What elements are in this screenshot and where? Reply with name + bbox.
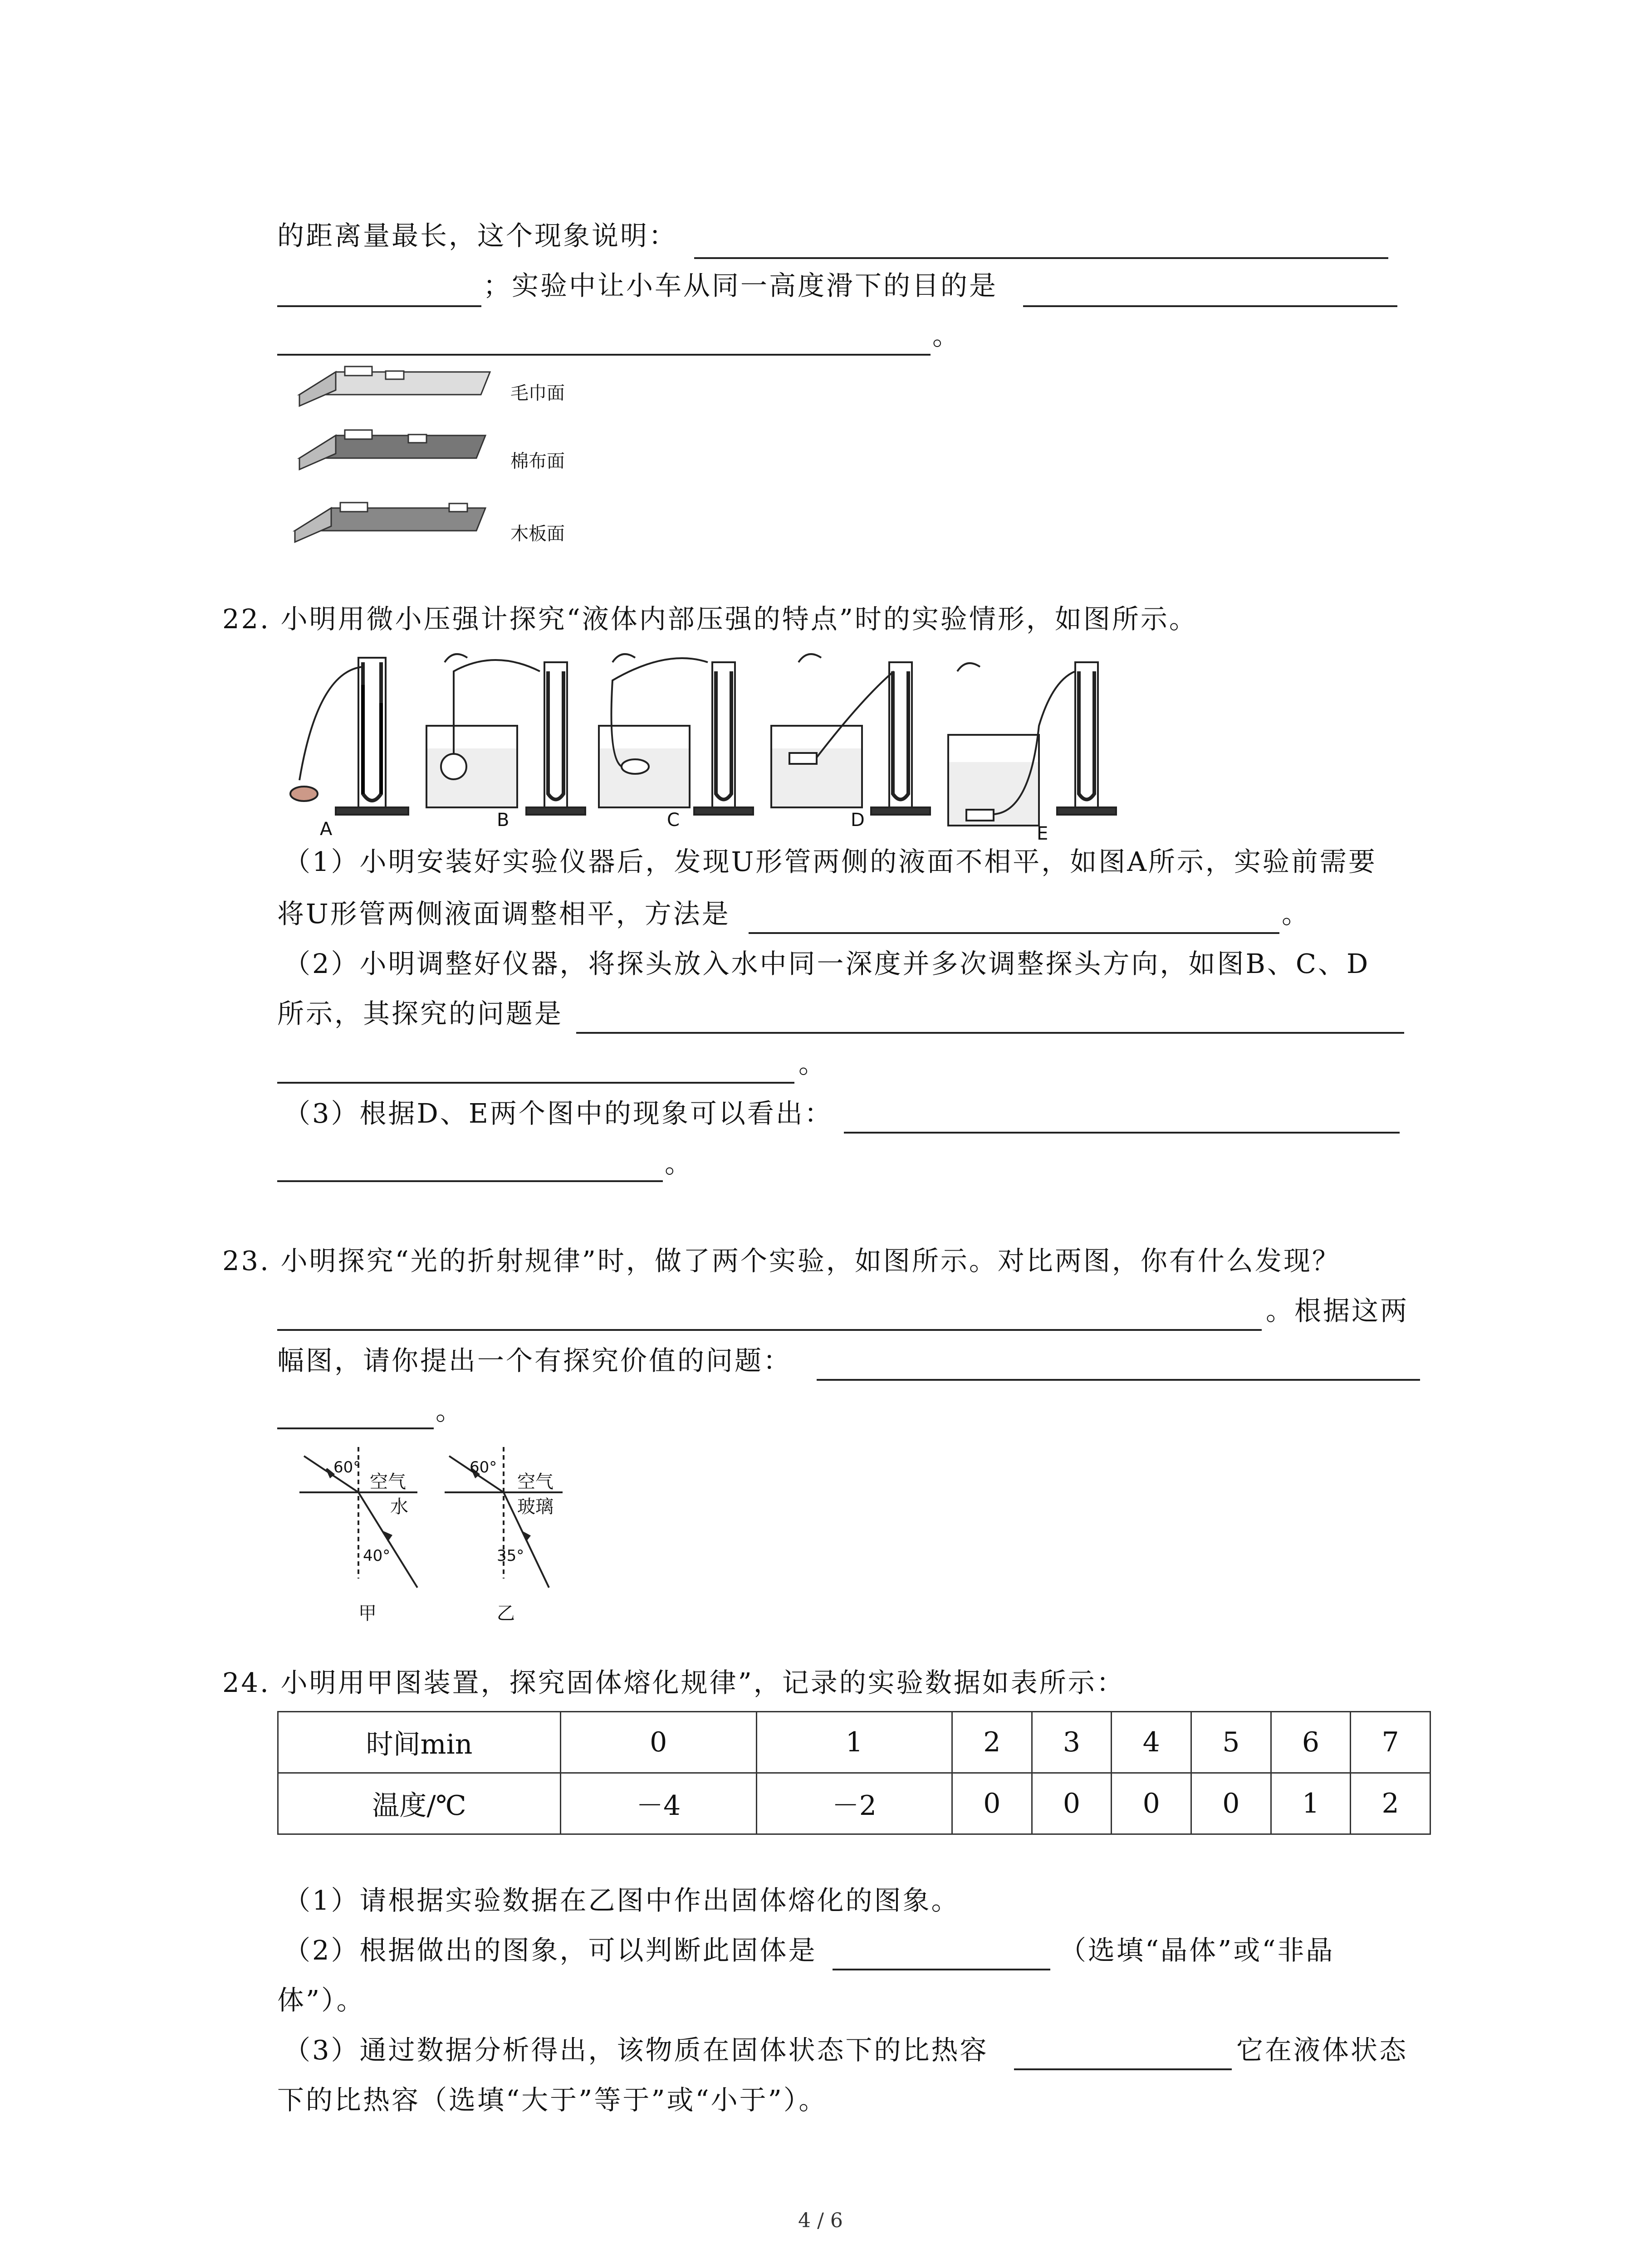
q22-p1-line2: 将U形管两侧液面调整相平，方法是: [277, 898, 730, 929]
q23-blank-1[interactable]: [277, 1329, 1262, 1331]
table-row-label: 时间min: [278, 1712, 561, 1773]
fig-label-b: B: [497, 810, 509, 831]
table-row: [278, 1712, 1430, 1773]
jia-incident-angle: 60°: [333, 1458, 361, 1476]
table-cell: 4: [1112, 1712, 1191, 1773]
q24-p2-line1: （2）根据做出的图象，可以判断此固体是: [284, 1935, 817, 1966]
jia-bottom-medium: 水: [390, 1496, 408, 1517]
yi-caption: 乙: [497, 1603, 515, 1624]
table-cell: 7: [1351, 1712, 1430, 1773]
label-towel: 毛巾面: [510, 383, 565, 404]
q21-blank-4[interactable]: [277, 354, 931, 356]
table-cell: 0: [952, 1773, 1032, 1834]
q23-refraction-figure: [272, 1442, 617, 1615]
table-cell: －2: [756, 1773, 952, 1834]
table-cell: 6: [1271, 1712, 1351, 1773]
q22-p1-line1: （1）小明安装好实验仪器后，发现U形管两侧的液面不相平，如图A所示，实验前需要: [284, 846, 1377, 877]
manometer-d: [771, 654, 930, 815]
q23-blank-3[interactable]: [277, 1427, 434, 1429]
table-cell: 0: [1032, 1773, 1112, 1834]
manometer-a: [290, 658, 408, 815]
q24-p1: （1）请根据实验数据在乙图中作出固体熔化的图象。: [284, 1885, 960, 1916]
q23-line4-end: 。: [436, 1395, 465, 1426]
q22-blank-2[interactable]: [576, 1032, 1404, 1034]
q23-stem: 23. 小明探究“光的折射规律”时，做了两个实验，如图所示。对比两图，你有什么发现？: [222, 1245, 1341, 1276]
q22-stem: 22. 小明用微小压强计探究“液体内部压强的特点”时的实验情形，如图所示。: [222, 603, 1198, 635]
label-wood: 木板面: [510, 523, 565, 544]
table-cell: －4: [561, 1773, 757, 1834]
ramp-wood: [295, 503, 485, 542]
page-number: 4 / 6: [798, 2209, 843, 2232]
yi-incident-angle: 60°: [470, 1458, 497, 1476]
fig-label-d: D: [851, 810, 865, 831]
q21-line1: 的距离量最长，这个现象说明：: [277, 220, 678, 251]
ramp-cotton: [299, 430, 485, 469]
q24-stem: 24. 小明用甲图装置，探究固体熔化规律”，记录的实验数据如表所示：: [222, 1667, 1125, 1698]
jia-refracted-angle: 40°: [363, 1547, 391, 1565]
q22-blank-4[interactable]: [844, 1132, 1400, 1134]
manometer-e: [948, 662, 1116, 826]
table-cell: 3: [1032, 1712, 1112, 1773]
table-cell: 0: [1191, 1773, 1271, 1834]
table-cell: 1: [756, 1712, 952, 1773]
table-cell: 2: [1351, 1773, 1430, 1834]
q22-p2-end: 。: [798, 1048, 828, 1079]
q22-p2-line1: （2）小明调整好仪器，将探头放入水中同一深度并多次调整探头方向，如图B、C、D: [284, 948, 1370, 979]
q24-p3-line2: 下的比热容（选填“大于”等于”或“小于”）。: [277, 2084, 828, 2116]
q24-p3-line1: （3）通过数据分析得出，该物质在固体状态下的比热容: [284, 2034, 989, 2066]
fig-label-c: C: [667, 810, 680, 831]
label-cotton: 棉布面: [510, 451, 565, 472]
jia-top-medium: 空气: [370, 1471, 406, 1492]
q22-p2-line2: 所示，其探究的问题是: [277, 998, 563, 1029]
fig-label-a: A: [320, 819, 333, 840]
manometer-c: [599, 654, 753, 815]
fig-label-e: E: [1037, 823, 1048, 844]
q21-blank-2[interactable]: [277, 305, 481, 307]
table-cell: 5: [1191, 1712, 1271, 1773]
q24-blank-1[interactable]: [833, 1969, 1050, 1970]
q23-line2-end: 。根据这两: [1266, 1295, 1409, 1326]
manometer-b: [426, 654, 585, 815]
ramp-towel: [299, 367, 490, 406]
q22-manometer-figure: [281, 644, 1166, 848]
q24-p2-line2: 体”）。: [277, 1984, 365, 2016]
table-cell: 1: [1271, 1773, 1351, 1834]
q24-blank-2[interactable]: [1014, 2068, 1232, 2070]
yi-bottom-medium: 玻璃: [517, 1496, 554, 1517]
jia-caption: 甲: [358, 1603, 377, 1624]
q22-blank-3[interactable]: [277, 1082, 794, 1084]
q22-p3-end: 。: [665, 1148, 694, 1179]
table-cell: 0: [561, 1712, 757, 1773]
q23-blank-2[interactable]: [817, 1379, 1420, 1381]
q21-blank-1[interactable]: [694, 257, 1388, 259]
q23-line3: 幅图，请你提出一个有探究价值的问题：: [277, 1345, 792, 1376]
table-cell: 2: [952, 1712, 1032, 1773]
table-row-label: 温度/℃: [278, 1773, 561, 1834]
q21-blank-3[interactable]: [1023, 305, 1397, 307]
yi-refracted-angle: 35°: [497, 1547, 524, 1565]
table-row: [278, 1773, 1430, 1834]
q22-blank-1[interactable]: [749, 932, 1279, 934]
q22-blank-5[interactable]: [277, 1180, 663, 1182]
q22-p1-end: 。: [1282, 898, 1311, 929]
q24-data-table: [277, 1711, 1431, 1835]
q24-p2-line1-end: （选填“晶体”或“非晶: [1059, 1935, 1335, 1966]
yi-top-medium: 空气: [517, 1471, 554, 1492]
q21-line3: 。: [932, 320, 961, 351]
q24-p3-line1-end: 它在液体状态: [1236, 2034, 1408, 2066]
q21-line2: ；实验中让小车从同一高度滑下的目的是: [483, 270, 998, 301]
table-cell: 0: [1112, 1773, 1191, 1834]
q22-p3-line1: （3）根据D、E两个图中的现象可以看出：: [284, 1098, 833, 1129]
